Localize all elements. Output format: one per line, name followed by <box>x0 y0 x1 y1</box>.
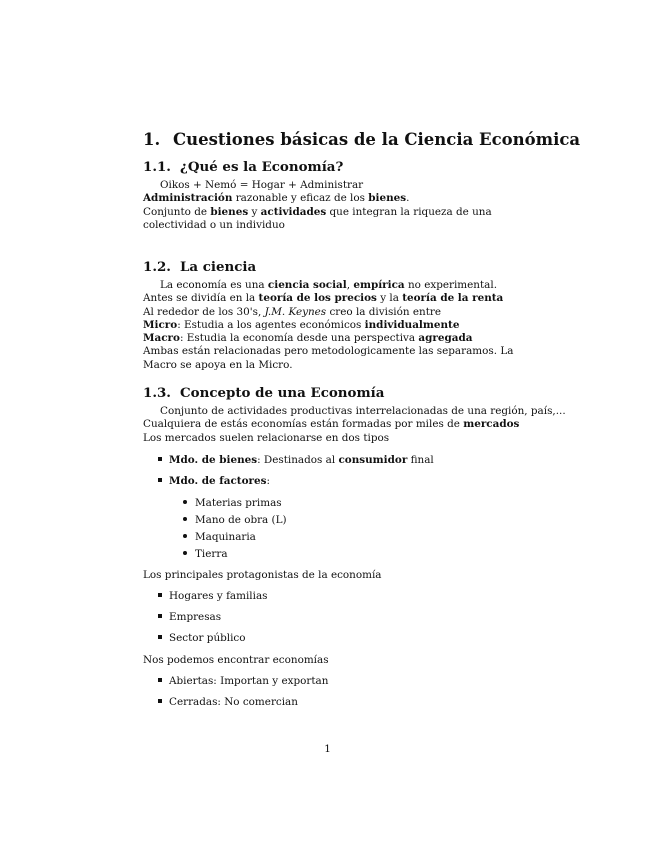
square-bullet-icon <box>158 678 162 682</box>
list-item-text: Maquinaria <box>195 531 256 543</box>
paragraph-line: Micro: Estudia a los agentes económicos individualmente <box>143 318 460 331</box>
list-item <box>158 611 221 624</box>
bold-term: empírica <box>353 279 405 291</box>
list-item-text: Mdo. de factores: <box>169 475 270 487</box>
subsection-1-2-heading <box>143 259 515 275</box>
paragraph-line: La economía es una ciencia social, empírica no experimental. <box>160 279 497 291</box>
bold-term: Micro <box>143 318 178 331</box>
sub-list-item <box>183 514 287 527</box>
paragraph-line: Antes se dividía en la teoría de los precios y la teoría de la renta <box>143 292 504 305</box>
list-item-text: Empresas <box>169 611 222 623</box>
bold-term: individualmente <box>364 318 460 331</box>
list-item-text: Mdo. de bienes: Destinados al consumidor final <box>169 454 434 466</box>
list-item <box>158 590 267 603</box>
section-number: 1. <box>143 130 161 149</box>
bold-term: bienes <box>368 192 407 205</box>
sub-list-item <box>183 497 282 510</box>
italic-term: J.M. Keynes <box>264 305 327 318</box>
subsection-1-1-heading <box>143 159 515 175</box>
sub-list-item <box>183 531 256 544</box>
subsection-title: Concepto de una Economía <box>180 385 385 401</box>
list-item-text: Tierra <box>195 548 228 560</box>
bold-term: Administración <box>143 192 233 205</box>
bold-term: actividades <box>260 205 327 218</box>
list-item <box>158 454 434 467</box>
square-bullet-icon <box>158 457 162 461</box>
list-item <box>158 675 328 688</box>
bold-term: mercados <box>463 418 520 431</box>
paragraph-line: Cualquiera de estás economías están formadas por miles de mercados <box>143 418 520 431</box>
list-item <box>158 475 270 488</box>
list-item-text: Cerradas: No comercian <box>169 696 298 708</box>
bold-term: agregada <box>418 332 473 345</box>
bold-term: ciencia social <box>267 279 347 291</box>
subsection-1-2-body <box>143 279 515 372</box>
section-title: Cuestiones básicas de la Ciencia Económica <box>173 130 581 149</box>
round-bullet-icon <box>183 551 187 555</box>
paragraph-line: Conjunto de actividades productivas interrelacionadas de una región, país,... <box>160 405 566 417</box>
bold-term: consumidor <box>338 454 408 466</box>
square-bullet-icon <box>158 593 162 597</box>
square-bullet-icon <box>158 699 162 703</box>
section-1-heading <box>143 130 581 150</box>
bold-term: teoría de la renta <box>402 292 504 305</box>
bold-term: Mdo. de factores <box>169 475 267 487</box>
subsection-1-3-body <box>143 405 566 445</box>
list-item <box>158 632 246 645</box>
bold-term: Macro <box>143 332 180 345</box>
definition-paragraph: Conjunto de bienes y actividades que integran la riqueza de una colectividad o un individuo <box>143 205 492 231</box>
subsection-number: 1.1. <box>143 159 171 175</box>
subsection-title: ¿Qué es la Economía? <box>180 159 344 175</box>
square-bullet-icon <box>158 635 162 639</box>
etymology-line: Oikos + Nemó = Hogar + Administrar <box>160 179 364 191</box>
list-item-text: Hogares y familias <box>169 590 268 602</box>
paragraph-line: Ambas están relacionadas pero metodologicamente las separamos. La Macro se apoya en la Micro. <box>143 345 514 371</box>
paragraph-line: Nos podemos encontrar economías <box>143 654 329 666</box>
list-item-text: Mano de obra (L) <box>195 514 287 526</box>
round-bullet-icon <box>183 534 187 538</box>
paragraph-line: Los principales protagonistas de la economía <box>143 569 382 581</box>
bold-term: Mdo. de bienes <box>169 454 258 466</box>
square-bullet-icon <box>158 614 162 618</box>
list-item-text: Abiertas: Importan y exportan <box>169 675 329 687</box>
square-bullet-icon <box>158 478 162 482</box>
round-bullet-icon <box>183 500 187 504</box>
subsection-1-3-heading <box>143 385 515 401</box>
list-item <box>158 696 298 709</box>
list-item-text: Materias primas <box>195 497 282 509</box>
sub-list-item <box>183 548 228 561</box>
subsection-number: 1.2. <box>143 259 171 275</box>
definition-line: Administración razonable y eficaz de los bienes. <box>143 192 410 205</box>
page-number: 1 <box>324 743 331 755</box>
paragraph-line: Macro: Estudia la economía desde una perspectiva agregada <box>143 332 473 345</box>
bold-term: teoría de los precios <box>258 292 377 305</box>
subsection-title: La ciencia <box>180 259 257 275</box>
subsection-1-1-body <box>143 179 515 232</box>
list-item-text: Sector público <box>169 632 246 644</box>
subsection-number: 1.3. <box>143 385 171 401</box>
round-bullet-icon <box>183 517 187 521</box>
bold-term: bienes <box>210 205 249 218</box>
paragraph-line: Los mercados suelen relacionarse en dos tipos <box>143 431 390 444</box>
paragraph-line: Al rededor de los 30's, J.M. Keynes creo la división entre <box>143 305 441 318</box>
